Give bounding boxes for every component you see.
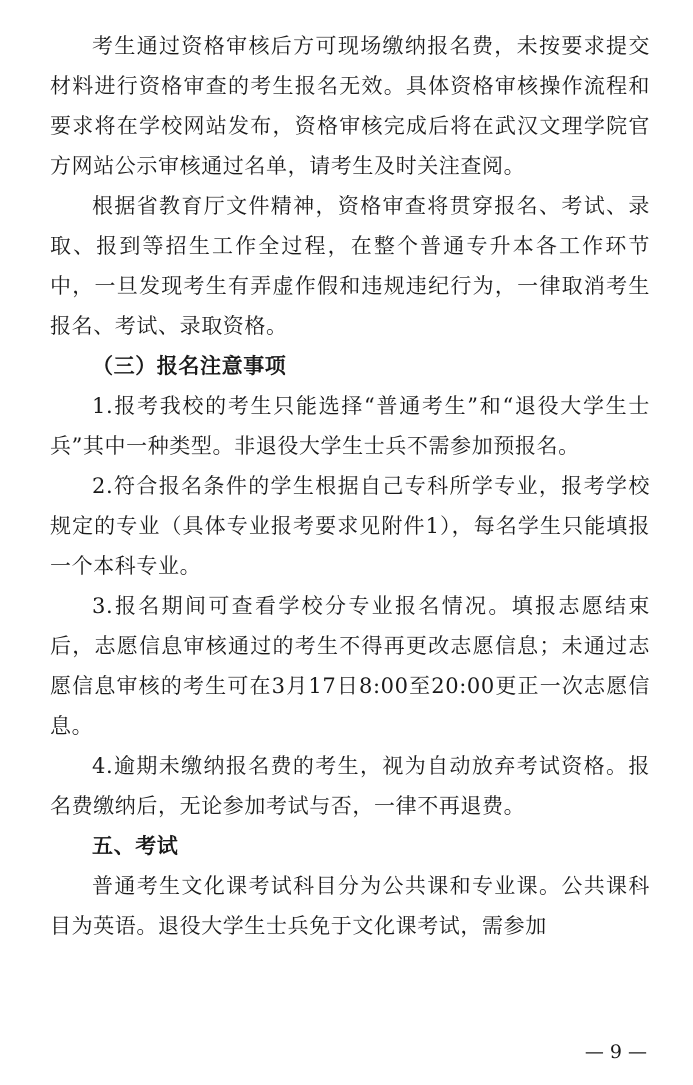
section-heading-exam: 五、考试 [92,833,179,858]
paragraph-review-policy: 根据省教育厅文件精神，资格审查将贯穿报名、考试、录取、报到等招生工作全过程，在整个普通专升本各工作环节中，一旦发现考生有弄虚作假和违规违纪行为，一律取消考生报名、考试、录取资格。 [50,194,650,338]
page-number: — 9 — [584,1041,647,1063]
list-item-note-2: 2.符合报名条件的学生根据自己专科所学专业，报考学校规定的专业（具体专业报考要求见附件1），每名学生只能填报一个本科专业。 [50,474,650,578]
list-item-note-1: 1.报考我校的考生只能选择“普通考生”和“退役大学生士兵”其中一种类型。非退役大学生士兵不需参加预报名。 [50,394,650,458]
list-item-note-3: 3.报名期间可查看学校分专业报名情况。填报志愿结束后，志愿信息审核通过的考生不得再更改志愿信息；未通过志愿信息审核的考生可在3月17日8:00至20:00更正一次志愿信息。 [50,594,650,738]
paragraph-exam-subjects: 普通考生文化课考试科目分为公共课和专业课。公共课科目为英语。退役大学生士兵免于文化课考试，需参加 [50,874,650,938]
section-heading-registration-notes: （三）报名注意事项 [92,353,287,378]
list-item-note-4: 4.逾期未缴纳报名费的考生，视为自动放弃考试资格。报名费缴纳后，无论参加考试与否，一律不再退费。 [50,754,650,818]
document-page [50,26,650,946]
paragraph-qualification-review: 考生通过资格审核后方可现场缴纳报名费，未按要求提交材料进行资格审查的考生报名无效。具体资格审核操作流程和要求将在学校网站发布，资格审核完成后将在武汉文理学院官方网站公示审核通过名单，请考生及时关注查阅。 [50,34,650,178]
